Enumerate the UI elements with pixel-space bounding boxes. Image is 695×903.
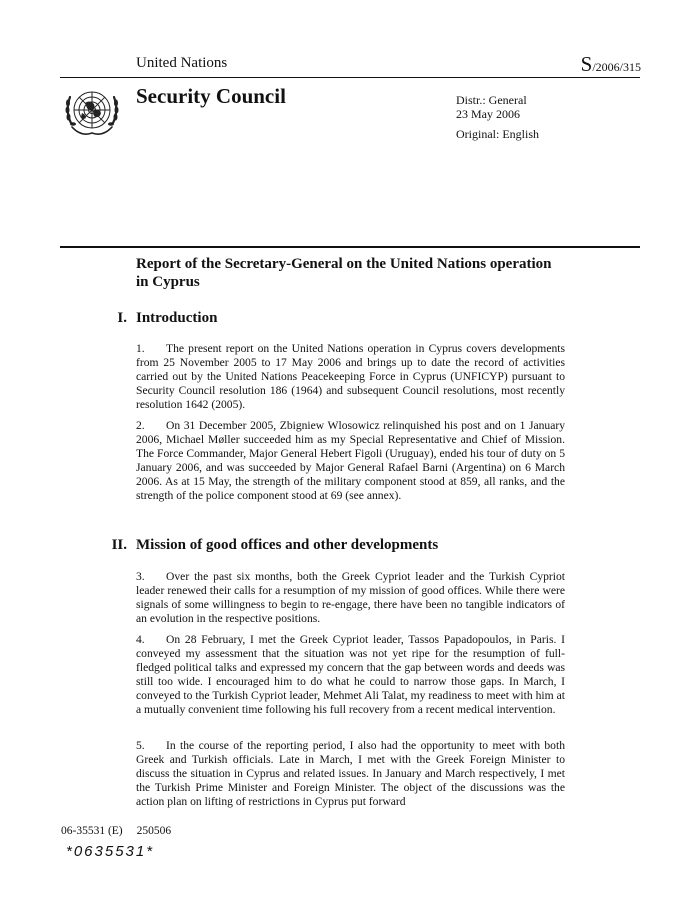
- paragraph-number: 2.: [136, 419, 145, 432]
- document-date: 23 May 2006: [456, 107, 520, 121]
- organ-name: Security Council: [136, 84, 286, 108]
- symbol-suffix: /2006/315: [592, 60, 641, 74]
- document-symbol: [581, 52, 641, 77]
- paragraph-3: [136, 570, 565, 626]
- header-rule: [60, 77, 640, 78]
- paragraph-5: [136, 739, 565, 809]
- title-rule: [60, 246, 640, 248]
- section-title: Mission of good offices and other developments: [136, 537, 439, 553]
- paragraph-1: [136, 342, 565, 412]
- original-language: Original: English: [456, 127, 539, 141]
- paragraph-text: In the course of the reporting period, I also had the opportunity to meet with both Greek and Turkish officials. Late in March, I met with the Greek Foreign Minister to discuss the situation in Cyprus and related issues. In January and March respectively, I met the Turkish Prime Minister and Foreign Minister. The object of the discussions was the action plan on lifting of restrictions in Cyprus put forward: [136, 739, 565, 809]
- paragraph-text: The present report on the United Nations operation in Cyprus covers developments from 25 November 2005 to 17 May 2006 and brings up to date the record of activities carried out by the United Nations Peacekeeping Force in Cyprus (UNFICYP) pursuant to Security Council resolution 186 (1964) and subsequent Council resolutions, most recently resolution 1642 (2005).: [136, 342, 565, 412]
- date-code: 250506: [136, 825, 172, 837]
- paragraph-number: 5.: [136, 739, 145, 752]
- paragraph-number: 1.: [136, 342, 145, 355]
- paragraph-2: [136, 419, 565, 504]
- job-number-line: [61, 825, 171, 837]
- organization-name: United Nations: [136, 55, 228, 71]
- paragraph-text: Over the past six months, both the Greek Cypriot leader and the Turkish Cypriot leader renewed their calls for a resumption of my mission of good offices. While there were signals of some willingness to begin to re-engage, there have been no tangible indicators of an evolution in the respective positions.: [136, 570, 565, 626]
- document-title: Report of the Secretary-General on the United Nations operation in Cyprus: [136, 256, 552, 290]
- section-number: II.: [111, 537, 127, 553]
- distribution-block: [456, 93, 539, 141]
- distribution-label: Distr.: General: [456, 93, 527, 107]
- paragraph-number: 4.: [136, 633, 145, 646]
- un-emblem-icon: [63, 83, 121, 141]
- paragraph-4: [136, 633, 565, 718]
- paragraph-text: On 28 February, I met the Greek Cypriot leader, Tassos Papadopoulos, in Paris. I conveyed my assessment that the situation was not yet ripe for the resumption of full-fledged political talks and expressed my concern that the gap between words and deeds was still too wide. I encouraged him to do what he could to narrow those gaps. In March, I conveyed to the Turkish Cypriot leader, Mehmet Ali Talat, my readiness to meet with him at a mutually convenient time following his full recovery from a recent medical intervention.: [136, 633, 565, 717]
- symbol-prefix: S: [580, 52, 593, 76]
- job-number: 06-35531 (E): [61, 825, 123, 837]
- paragraph-number: 3.: [136, 570, 145, 583]
- barcode: *0635531*: [66, 843, 155, 860]
- paragraph-text: On 31 December 2005, Zbigniew Wlosowicz relinquished his post and on 1 January 2006, Michael Møller succeeded him as my Special Representative and Chief of Mission. The Force Commander, Major General Hebert Figoli (Uruguay), ended his tour of duty on 5 January 2006, and was succeeded by Major General Rafael Barni (Argentina) on 6 March 2006. As at 15 May, the strength of the military component stood at 859, all ranks, and the strength of the police component stood at 69 (see annex).: [136, 419, 565, 503]
- section-title: Introduction: [136, 310, 218, 326]
- section-number: I.: [117, 310, 127, 326]
